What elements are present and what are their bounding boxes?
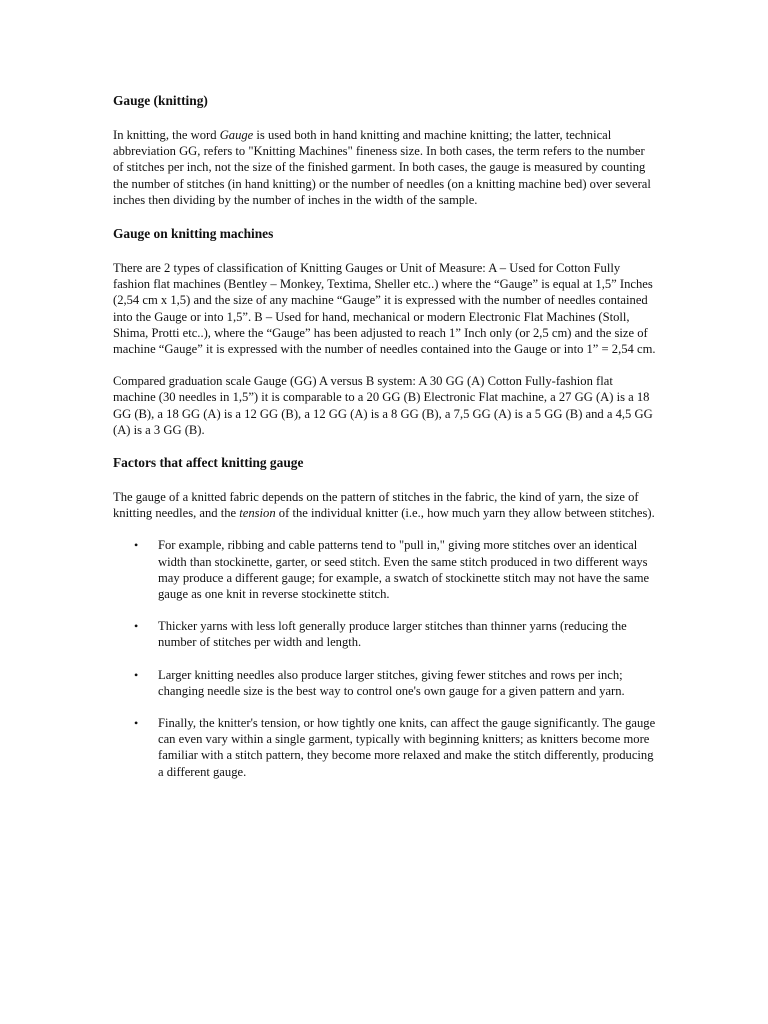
list-item-text: For example, ribbing and cable patterns tend to "pull in," giving more stitches over an identical width than stockinette, garter, or seed stitch. Even the same stitch produced in two different ways may produce a different gauge; for example, a swatch of stockinette stitch may not have the same gauge as one knit in reverse stockinette stitch. xyxy=(158,538,650,602)
italic-term-tension: tension xyxy=(239,506,276,521)
section-heading-gauge-knitting: Gauge (knitting) xyxy=(113,93,208,108)
list-item xyxy=(113,537,658,602)
list-item-text: Thicker yarns with less loft generally produce larger stitches than thinner yarns (reducing the number of stitches per width and length. xyxy=(158,619,627,650)
classification-paragraph: There are 2 types of classification of Knitting Gauges or Unit of Measure: A – Used for Cotton Fully fashion flat machines (Bentley – Monkey, Textima, Sheller etc..) where the “Gauge” is equal at 1,5” Inches (2,54 cm x 1,5) and the size of any machine “Gauge” it is expressed with the number of needles contained into the Gauge or into 1,5”. B – Used for hand, mechanical or modern Electronic Flat Machines (Stoll, Shima, Protti etc..), where the “Gauge” has been adjusted to reach 1” Inch only (or 2,5 cm) and the size of machine “Gauge” it is expressed with the number of needles contained into the Gauge or into 1” = 2,54 cm. xyxy=(113,261,656,357)
italic-term-gauge: Gauge xyxy=(219,128,254,142)
list-item xyxy=(113,715,658,780)
bullet-icon: • xyxy=(134,667,139,682)
factors-list xyxy=(113,537,658,779)
bullet-icon: • xyxy=(134,619,139,634)
list-item-text: Larger knitting needles also produce larger stitches, giving fewer stitches and rows per inch; changing needle size is the best way to control one's own gauge for a given pattern and yarn. xyxy=(158,667,625,698)
bullet-icon: • xyxy=(134,538,139,553)
text-run: The gauge of a knitted fabric depends on the pattern of stitches in the fabric, the kind of yarn, the size of knitting needles, and the xyxy=(113,490,639,521)
text-run: of the individual knitter (i.e., how much yarn they allow between stitches). xyxy=(275,506,655,521)
factors-intro-paragraph xyxy=(113,489,658,521)
section-heading-factors: Factors that affect knitting gauge xyxy=(113,455,304,471)
list-item xyxy=(113,667,658,699)
text-run: In knitting, the word xyxy=(113,128,220,142)
list-item xyxy=(113,618,658,650)
text-run: is used both in hand knitting and machine knitting; the latter, technical abbreviation GG, refers to "Knitting Machines" fineness size. In both cases, the term refers to the number of stitches per inch, not the size of the finished garment. In both cases, the gauge is measured by counting the number of stitches (in hand knitting) or the number of needles (on a knitting machine bed) over several inches then dividing by the number of inches in the width of the sample. xyxy=(113,128,651,207)
bullet-icon: • xyxy=(134,716,139,731)
graduation-scale-paragraph: Compared graduation scale Gauge (GG) A versus B system: A 30 GG (A) Cotton Fully-fashion flat machine (30 needles in 1,5”) it is comparable to a 20 GG (B) Electronic Flat machine, a 27 GG (A) is a 18 GG (B), a 18 GG (A) is a 12 GG (B), a 12 GG (A) is a 8 GG (B), a 7,5 GG (A) is a 5 GG (B) and a 4,5 GG (A) is a 3 GG (B). xyxy=(113,374,653,437)
section-heading-gauge-on-machines: Gauge on knitting machines xyxy=(113,226,274,242)
intro-paragraph xyxy=(113,127,658,208)
list-item-text: Finally, the knitter's tension, or how tightly one knits, can affect the gauge significantly. The gauge can even vary within a single garment, typically with beginning knitters; as knitters become more familiar with a stitch pattern, they become more relaxed and make the stitch differently, producing a different gauge. xyxy=(158,716,656,779)
document-page xyxy=(113,90,658,796)
